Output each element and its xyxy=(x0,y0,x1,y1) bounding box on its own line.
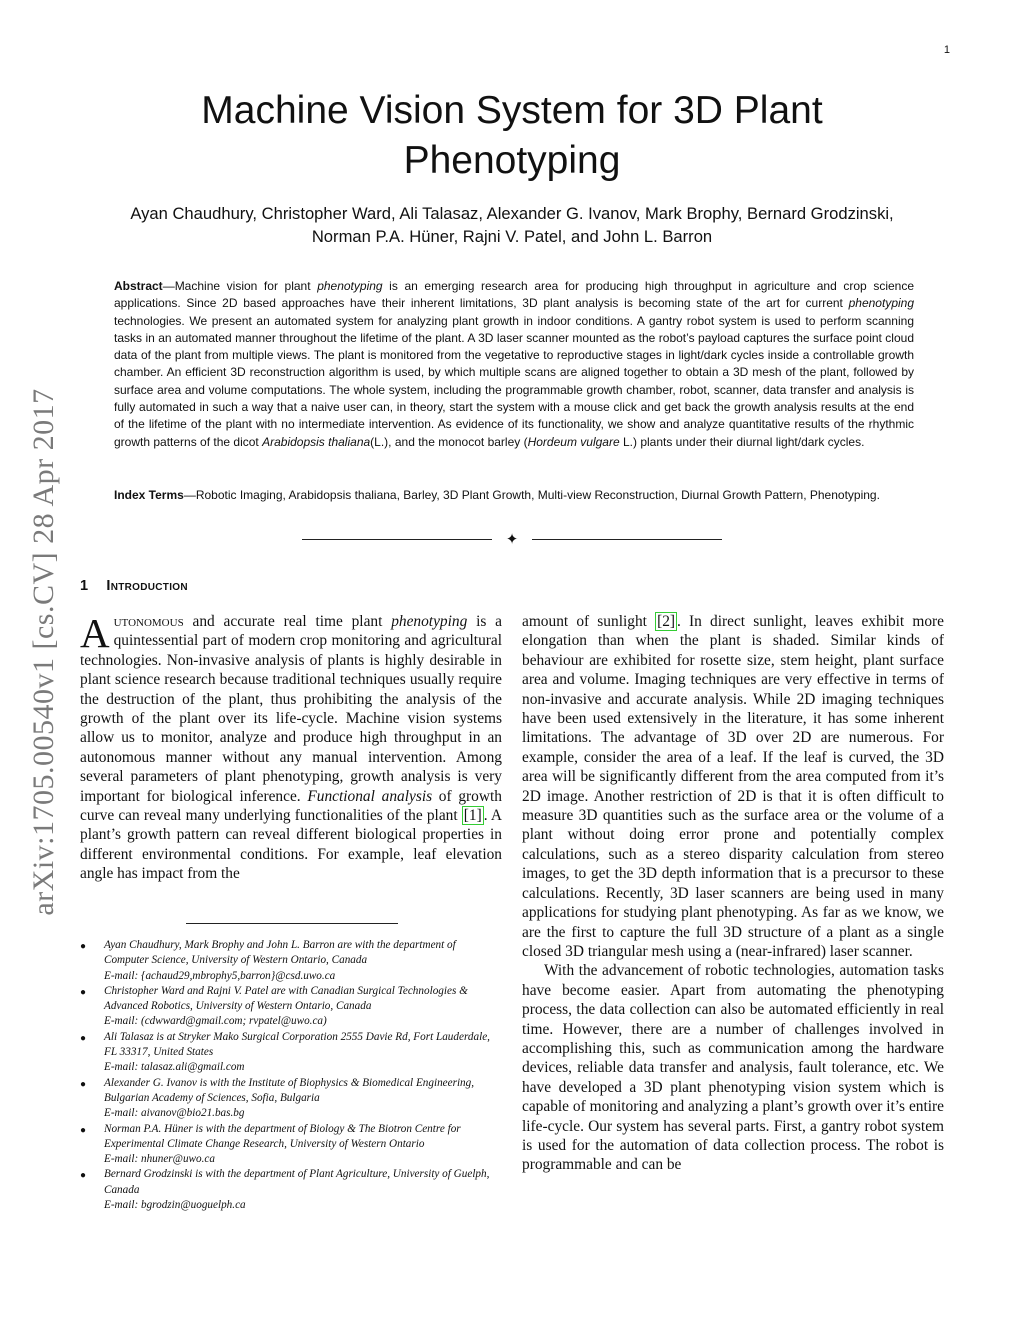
footnote-rule xyxy=(186,923,398,924)
body-paragraph: With the advancement of robotic technologies, automation tasks have become easier. Apart from automating the phenotyping process, the data collection can also be automated efficiently in real time. However, there are a number of challenges involved in accomplishing this, such as communication among the hardware devices, reliable data transfer and analysis, fault tolerance, etc. We have developed a 3D plant phenotyping vision system which is capable of monitoring and analyzing a plant’s growth over it’s entire life-cycle. Our system has several parts. First, a gantry robot system is used for the automation of data collection process. The robot is programmable and can be xyxy=(522,962,944,1174)
section-separator xyxy=(302,530,722,550)
footnote-item xyxy=(80,984,502,1030)
section-number: 1 xyxy=(80,578,89,594)
bullet-icon: ● xyxy=(80,1078,87,1090)
body-paragraph xyxy=(522,612,944,961)
abstract-italic: Hordeum vulgare xyxy=(527,434,620,449)
paper-title xyxy=(0,86,1024,186)
abstract-text: technologies. We present an automated system for analyzing plant growth in indoor conditions. A gantry robot system is used to perform scanning tasks in an automated manner throughout the lifetime of the plant. A 3D laser scanner mounted as the robot’s payload captures the surface point cloud data of the plant from multiple views. The plant is monitored from the vegetative to reproductive stages in light/dark cycles inside a controllable growth chamber. An efficient 3D reconstruction algorithm is used, by which multiple scans are aligned together to obtain a 3D mesh of the plant, followed by surface area and volume computations. The whole system, including the programmable growth chamber, robot, scanner, data transfer and analysis is fully automated in such a way that a naive user can, in theory, start the system with a mouse click and get back the growth analysis results at the end of the lifetime of the plant with no intermediate intervention. As evidence of its functionality, we show and analyze quantitative results of the rhythmic growth patterns of the dicot xyxy=(114,313,914,449)
arxiv-stamp-text: arXiv:1705.00540v1 [cs.CV] 28 Apr 2017 xyxy=(27,388,60,916)
footnote-item xyxy=(80,1030,502,1076)
body-text: of growth curve can reveal many underlying functionalities of the plant xyxy=(80,787,502,825)
title-line-1: Machine Vision System for 3D Plant xyxy=(201,89,823,132)
section-heading xyxy=(80,578,188,594)
small-caps-lead: utonomous xyxy=(113,613,184,630)
abstract-label: Abstract xyxy=(114,279,163,293)
separator-line-right xyxy=(532,539,722,540)
body-text: . In direct sunlight, leaves exhibit more elongation than when the plant is shaded. Similar kinds of behaviour are exhibited for rosette size, stem height, plant surface area and volume. Imaging techniques are very effective in terms of non-invasive and accurate analysis. While 2D imaging techniques have been used extensively in the literature, it has some inherent limitations. The advantage of 3D over 2D are numerous. For example, consider the area of a leaf. If the leaf is curved, the 3D area will be significantly different from the area computed from it’s 2D image. Another restriction of 2D is that it is often difficult to measure 3D quantities such as the surface area or the volume of a plant without doing error prone and potentially complex calculations, such as a stereo disparity calculation from stereo images, to get the 3D depth information that is a precursor to these calculations. Recently, 3D laser scanners are being used in many applications for studying plant phenotyping. As far as we know, we are the first to capture the full 3D structure of a plant as a single closed 3D triangular mesh using a (near-infrared) laser scanner. xyxy=(522,613,944,960)
authors-line-1: Ayan Chaudhury, Christopher Ward, Ali Talasaz, Alexander G. Ivanov, Mark Brophy, Bernard Grodzinski, xyxy=(130,204,894,223)
footnote-email: E-mail: (cdwward@gmail.com; rvpatel@uwo.ca) xyxy=(104,1015,327,1028)
abstract-italic: phenotyping xyxy=(848,296,914,311)
index-terms xyxy=(114,487,914,504)
body-text: is a quintessential part of modern crop monitoring and agricultural technologies. Non-invasive analysis of plants is highly desirable in plant science research because traditional techniques usually require the destruction of the plant, thus prohibiting the analysis of the growth of the plant over its life-cycle. Machine vision systems allow us to monitor, analyze and produce high throughput in an autonomous manner without any manual intervention. Among several parameters of plant phenotyping, growth analysis is very important for biological inference. xyxy=(80,613,502,805)
footnote-item xyxy=(80,1122,502,1168)
bullet-icon: ● xyxy=(80,986,87,998)
footnote-item xyxy=(80,938,502,984)
index-terms-dash: — xyxy=(183,488,196,502)
footnote-affiliation: Alexander G. Ivanov is with the Institute of Biophysics & Biomedical Engineering, Bulgarian Academy of Sciences, Sofia, Bulgaria xyxy=(104,1076,475,1104)
bullet-icon: ● xyxy=(80,1124,87,1136)
body-text: amount of sunlight xyxy=(522,613,656,630)
footnote-email: E-mail: aivanov@bio21.bas.bg xyxy=(104,1107,245,1120)
bullet-icon: ● xyxy=(80,1170,87,1182)
footnote-affiliation: Ayan Chaudhury, Mark Brophy and John L. Barron are with the department of Computer Science, University of Western Ontario, Canada xyxy=(104,939,456,967)
abstract-text: (L.), and the monocot barley ( xyxy=(370,434,528,449)
bullet-icon: ● xyxy=(80,941,87,952)
index-terms-text: Robotic Imaging, Arabidopsis thaliana, Barley, 3D Plant Growth, Multi-view Reconstruction, Diurnal Growth Pattern, Phenotyping. xyxy=(195,488,880,502)
abstract-text: is an emerging research area for producing high throughput in agriculture and crop science applications. Since 2D based approaches have their inherent limitations, 3D plant analysis is becoming state of the art for current xyxy=(114,279,915,311)
footnote-list xyxy=(80,938,502,1213)
abstract-italic: phenotyping xyxy=(317,279,383,293)
abstract-italic: Arabidopsis thaliana xyxy=(262,434,371,449)
body-text: and accurate real time plant xyxy=(183,613,392,630)
author-footnotes xyxy=(80,938,502,1213)
title-line-2: Phenotyping xyxy=(403,139,621,182)
separator-diamond-icon: ✦ xyxy=(505,530,519,548)
drop-cap: A xyxy=(80,610,110,656)
page-number: 1 xyxy=(943,44,950,56)
footnote-affiliation: Norman P.A. Hüner is with the department of Biology & The Biotron Centre for Experimental Climate Change Research, University of Western Ontario xyxy=(104,1122,461,1150)
body-italic: phenotyping xyxy=(391,613,468,630)
footnote-item xyxy=(80,1167,502,1213)
abstract-dash: — xyxy=(162,279,175,293)
footnote-email: E-mail: talasaz.ali@gmail.com xyxy=(104,1061,245,1074)
bullet-icon: ● xyxy=(80,1032,87,1044)
separator-line-left xyxy=(302,539,492,540)
author-list xyxy=(70,202,954,248)
index-terms-label: Index Terms xyxy=(114,488,184,502)
footnote-affiliation: Bernard Grodzinski is with the department of Plant Agriculture, University of Guelph, Canada xyxy=(104,1168,490,1196)
citation-link[interactable]: [2] xyxy=(657,613,676,630)
footnote-email: E-mail: bgrodzin@uoguelph.ca xyxy=(104,1199,246,1212)
footnote-affiliation: Ali Talasaz is at Stryker Mako Surgical Corporation 2555 Davie Rd, Fort Lauderdale, FL 33317, United States xyxy=(104,1030,490,1059)
authors-line-2: Norman P.A. Hüner, Rajni V. Patel, and John L. Barron xyxy=(311,227,713,246)
footnote-item xyxy=(80,1076,502,1122)
footnote-affiliation: Christopher Ward and Rajni V. Patel are with Canadian Surgical Technologies & Advanced Robotics, University of Western Ontario, Canada xyxy=(104,984,468,1013)
left-column xyxy=(80,612,502,884)
right-column xyxy=(522,612,944,1175)
footnote-email: E-mail: {achaud29,mbrophy5,barron}@csd.uwo.ca xyxy=(104,969,336,982)
intro-paragraph xyxy=(80,612,502,884)
abstract-text: L.) plants under their diurnal light/dark cycles. xyxy=(619,434,865,449)
section-title: Introduction xyxy=(106,578,188,594)
abstract-text: Machine vision for plant xyxy=(174,279,318,293)
abstract xyxy=(114,278,914,451)
citation-link[interactable]: [1] xyxy=(463,807,482,825)
body-text: . A plant’s growth pattern can reveal different biological properties in different environmental conditions. For example, leaf elevation angle has impact from the xyxy=(80,807,502,883)
body-italic: Functional analysis xyxy=(307,787,433,805)
footnote-email: E-mail: nhuner@uwo.ca xyxy=(104,1153,215,1166)
